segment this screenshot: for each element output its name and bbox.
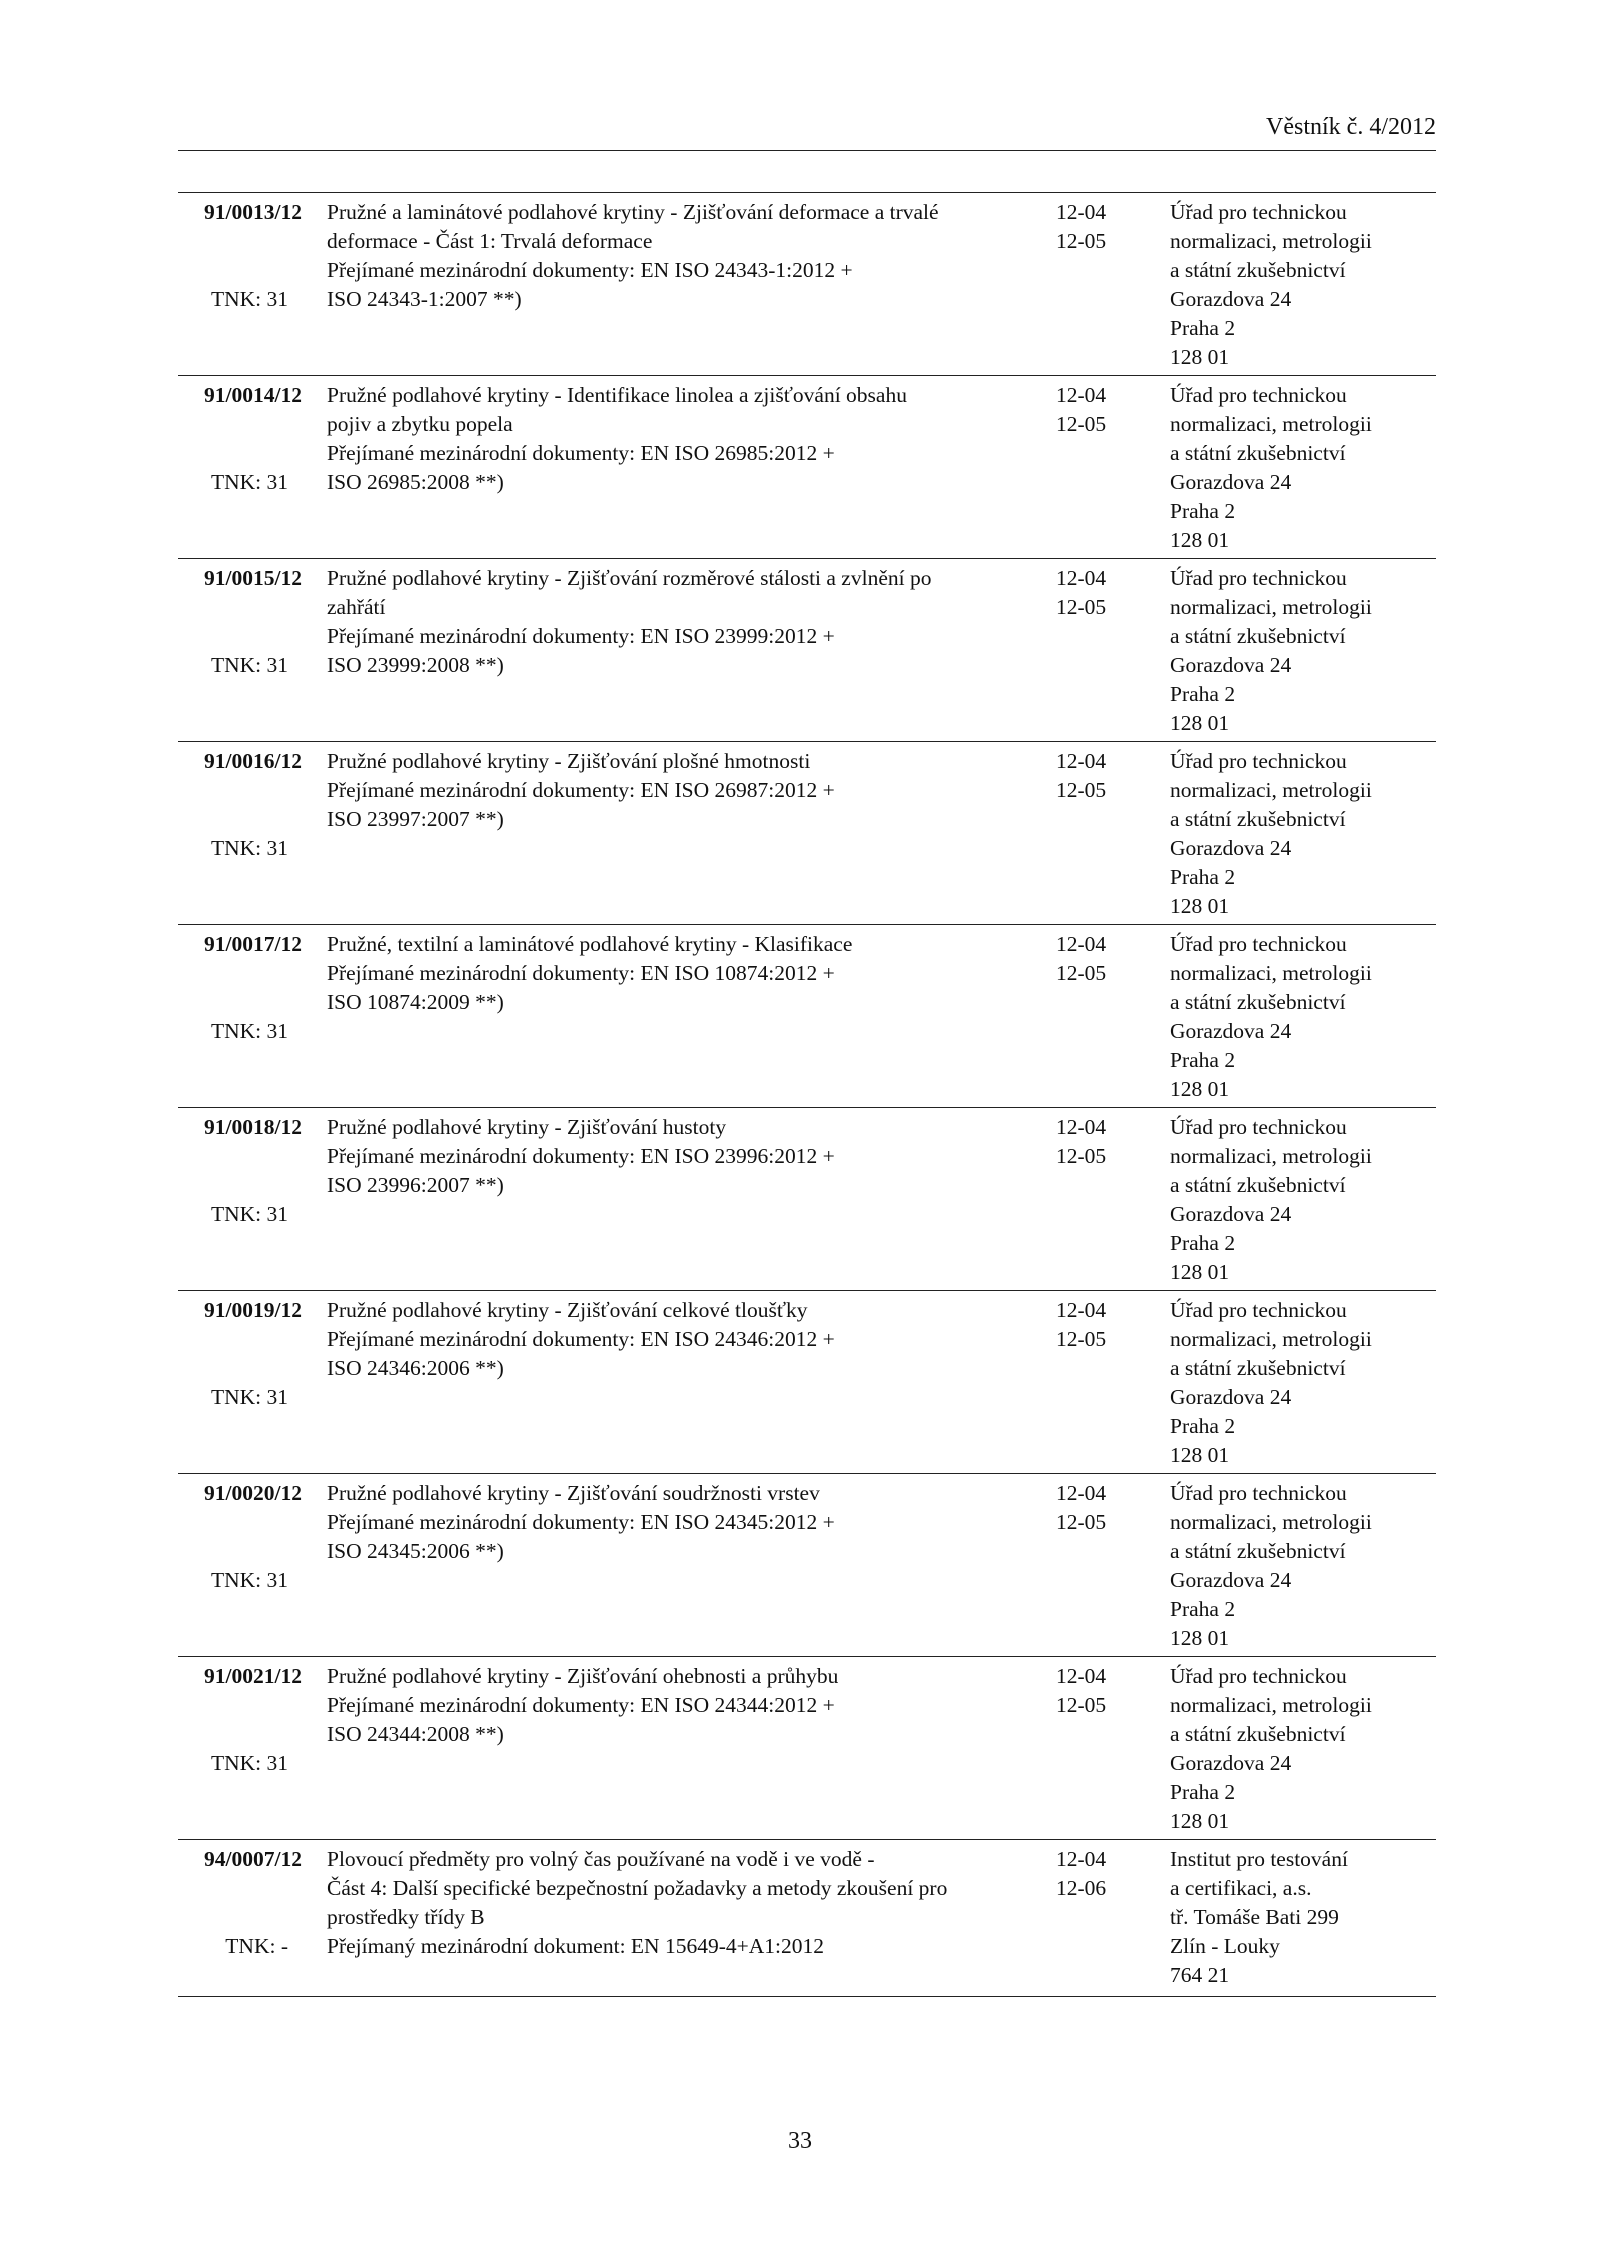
title-line: Přejímané mezinárodní dokumenty: EN ISO 23999:2012 + [327,624,835,648]
org-line: 128 01 [1170,1443,1230,1467]
date-line: 12-05 [1056,229,1107,253]
org-line: Gorazdova 24 [1170,836,1292,860]
org-line: normalizaci, metrologii [1170,778,1372,802]
org-line: a státní zkušebnictví [1170,1173,1346,1197]
standard-title [327,564,1027,680]
date-line: 12-05 [1056,1510,1107,1534]
org-line: Zlín - Louky [1170,1934,1280,1958]
organization-address [1170,747,1436,921]
standard-title [327,930,1027,1017]
title-line: Přejímané mezinárodní dokumenty: EN ISO 10874:2012 + [327,961,835,985]
standard-number: 91/0018/12 [204,1115,302,1139]
org-line: Úřad pro technickou [1170,200,1347,224]
date-line: 12-04 [1056,1481,1107,1505]
title-line: Plovoucí předměty pro volný čas používané na vodě i ve vodě - [327,1847,875,1871]
comment-dates [1056,564,1126,622]
title-line: ISO 24346:2006 **) [327,1356,504,1380]
organization-address [1170,1845,1436,1990]
title-line: ISO 10874:2009 **) [327,990,504,1014]
org-line: Úřad pro technickou [1170,1115,1347,1139]
comment-dates [1056,1662,1126,1720]
standard-number: 91/0014/12 [204,383,302,407]
page-number: 33 [788,2128,812,2154]
title-line: pojiv a zbytku popela [327,412,513,436]
tnk-label: TNK: 31 [210,1385,288,1409]
date-line: 12-04 [1056,566,1107,590]
table-row [178,376,1436,559]
tnk-label: TNK: 31 [210,1019,288,1043]
org-line: 128 01 [1170,894,1230,918]
standard-title [327,381,1027,497]
date-line: 12-05 [1056,778,1107,802]
title-line: Přejímané mezinárodní dokumenty: EN ISO 24344:2012 + [327,1693,835,1717]
title-line: zahřátí [327,595,386,619]
org-line: Praha 2 [1170,1231,1236,1255]
title-line: Pružné podlahové krytiny - Zjišťování ohebnosti a průhybu [327,1664,839,1688]
tnk-label: TNK: 31 [210,470,288,494]
title-line: Pružné podlahové krytiny - Zjišťování hustoty [327,1115,727,1139]
organization-address [1170,564,1436,738]
org-line: a státní zkušebnictví [1170,1356,1346,1380]
org-line: a státní zkušebnictví [1170,1539,1346,1563]
comment-dates [1056,1479,1126,1537]
title-line: Pružné podlahové krytiny - Identifikace linolea a zjišťování obsahu [327,383,907,407]
organization-address [1170,1479,1436,1653]
title-line: Pružné podlahové krytiny - Zjišťování rozměrové stálosti a zvlnění po [327,566,932,590]
date-line: 12-04 [1056,749,1107,773]
standard-number: 94/0007/12 [204,1847,302,1871]
table-row [178,742,1436,925]
org-line: Praha 2 [1170,1597,1236,1621]
org-line: 128 01 [1170,528,1230,552]
standard-number: 91/0015/12 [204,566,302,590]
organization-address [1170,1662,1436,1836]
comment-dates [1056,198,1126,256]
standard-number: 91/0019/12 [204,1298,302,1322]
org-line: Institut pro testování [1170,1847,1348,1871]
table-row [178,1474,1436,1657]
table-row [178,1108,1436,1291]
title-line: Přejímané mezinárodní dokumenty: EN ISO 26987:2012 + [327,778,835,802]
org-line: Praha 2 [1170,1780,1236,1804]
date-line: 12-04 [1056,1298,1107,1322]
org-line: Úřad pro technickou [1170,566,1347,590]
org-line: 128 01 [1170,1077,1230,1101]
org-line: 764 21 [1170,1963,1230,1987]
org-line: normalizaci, metrologii [1170,961,1372,985]
org-line: normalizaci, metrologii [1170,1327,1372,1351]
organization-address [1170,1296,1436,1470]
title-line: Přejímaný mezinárodní dokument: EN 15649-4+A1:2012 [327,1934,824,1958]
date-line: 12-04 [1056,1664,1107,1688]
org-line: Gorazdova 24 [1170,1019,1292,1043]
standard-title [327,1296,1027,1383]
tnk-label: TNK: 31 [210,1568,288,1592]
title-line: Pružné a laminátové podlahové krytiny - Zjišťování deformace a trvalé [327,200,939,224]
org-line: Gorazdova 24 [1170,1568,1292,1592]
org-line: Praha 2 [1170,865,1236,889]
standard-title [327,747,1027,834]
title-line: Přejímané mezinárodní dokumenty: EN ISO 23996:2012 + [327,1144,835,1168]
title-line: ISO 24344:2008 **) [327,1722,504,1746]
org-line: Gorazdova 24 [1170,287,1292,311]
tnk-label: TNK: 31 [210,287,288,311]
table-row [178,559,1436,742]
org-line: Praha 2 [1170,1048,1236,1072]
org-line: a státní zkušebnictví [1170,807,1346,831]
publication-title: Věstník č. 4/2012 [1266,114,1436,140]
standard-number: 91/0016/12 [204,749,302,773]
organization-address [1170,198,1436,372]
title-line: ISO 26985:2008 **) [327,470,504,494]
tnk-label: TNK: - [225,1934,288,1958]
comment-dates [1056,1113,1126,1171]
organization-address [1170,930,1436,1104]
org-line: 128 01 [1170,345,1230,369]
title-line: Pružné podlahové krytiny - Zjišťování plošné hmotnosti [327,749,811,773]
title-line: Přejímané mezinárodní dokumenty: EN ISO 24345:2012 + [327,1510,835,1534]
org-line: a státní zkušebnictví [1170,624,1346,648]
title-line: Pružné podlahové krytiny - Zjišťování celkové tloušťky [327,1298,808,1322]
title-line: ISO 24343-1:2007 **) [327,287,522,311]
title-line: ISO 23996:2007 **) [327,1173,504,1197]
org-line: Úřad pro technickou [1170,932,1347,956]
org-line: normalizaci, metrologii [1170,1693,1372,1717]
title-line: deformace - Část 1: Trvalá deformace [327,229,653,253]
standard-title [327,1662,1027,1749]
date-line: 12-05 [1056,1327,1107,1351]
org-line: Praha 2 [1170,316,1236,340]
org-line: Gorazdova 24 [1170,470,1292,494]
tnk-label: TNK: 31 [210,1202,288,1226]
table-row [178,925,1436,1108]
title-line: Přejímané mezinárodní dokumenty: EN ISO 26985:2012 + [327,441,835,465]
org-line: Úřad pro technickou [1170,1664,1347,1688]
date-line: 12-05 [1056,595,1107,619]
date-line: 12-05 [1056,1693,1107,1717]
comment-dates [1056,930,1126,988]
table-row [178,1657,1436,1840]
org-line: 128 01 [1170,1809,1230,1833]
org-line: Úřad pro technickou [1170,749,1347,773]
date-line: 12-04 [1056,1847,1107,1871]
org-line: Gorazdova 24 [1170,1202,1292,1226]
comment-dates [1056,1845,1126,1903]
org-line: Praha 2 [1170,1414,1236,1438]
standard-number: 91/0017/12 [204,932,302,956]
org-line: a certifikaci, a.s. [1170,1876,1312,1900]
org-line: tř. Tomáše Bati 299 [1170,1905,1339,1929]
date-line: 12-04 [1056,383,1107,407]
org-line: normalizaci, metrologii [1170,595,1372,619]
date-line: 12-04 [1056,200,1107,224]
title-line: Pružné, textilní a laminátové podlahové krytiny - Klasifikace [327,932,853,956]
page-header [178,112,1436,151]
table-row [178,193,1436,376]
date-line: 12-05 [1056,412,1107,436]
comment-dates [1056,381,1126,439]
org-line: normalizaci, metrologii [1170,1510,1372,1534]
org-line: a státní zkušebnictví [1170,258,1346,282]
date-line: 12-06 [1056,1876,1107,1900]
table-row [178,1840,1436,1997]
title-line: ISO 23997:2007 **) [327,807,504,831]
org-line: 128 01 [1170,1626,1230,1650]
date-line: 12-04 [1056,1115,1107,1139]
title-line: Pružné podlahové krytiny - Zjišťování soudržnosti vrstev [327,1481,820,1505]
org-line: Úřad pro technickou [1170,1298,1347,1322]
org-line: a státní zkušebnictví [1170,441,1346,465]
date-line: 12-04 [1056,932,1107,956]
title-line: ISO 24345:2006 **) [327,1539,504,1563]
title-line: Přejímané mezinárodní dokumenty: EN ISO 24346:2012 + [327,1327,835,1351]
org-line: 128 01 [1170,1260,1230,1284]
org-line: normalizaci, metrologii [1170,412,1372,436]
org-line: Praha 2 [1170,682,1236,706]
standard-title [327,1113,1027,1200]
table-row [178,1291,1436,1474]
comment-dates [1056,747,1126,805]
org-line: Úřad pro technickou [1170,1481,1347,1505]
date-line: 12-05 [1056,961,1107,985]
org-line: Gorazdova 24 [1170,1385,1292,1409]
standard-number: 91/0021/12 [204,1664,302,1688]
title-line: Část 4: Další specifické bezpečnostní požadavky a metody zkoušení pro [327,1876,948,1900]
org-line: Úřad pro technickou [1170,383,1347,407]
title-line: Přejímané mezinárodní dokumenty: EN ISO 24343-1:2012 + [327,258,853,282]
org-line: 128 01 [1170,711,1230,735]
standard-title [327,198,1027,314]
org-line: normalizaci, metrologii [1170,229,1372,253]
org-line: a státní zkušebnictví [1170,990,1346,1014]
standards-table [178,192,1436,1997]
org-line: Praha 2 [1170,499,1236,523]
org-line: normalizaci, metrologii [1170,1144,1372,1168]
tnk-label: TNK: 31 [210,1751,288,1775]
organization-address [1170,381,1436,555]
standard-number: 91/0013/12 [204,200,302,224]
org-line: Gorazdova 24 [1170,653,1292,677]
standard-title [327,1479,1027,1566]
standard-title [327,1845,1027,1961]
org-line: Gorazdova 24 [1170,1751,1292,1775]
organization-address [1170,1113,1436,1287]
comment-dates [1056,1296,1126,1354]
title-line: prostředky třídy B [327,1905,485,1929]
date-line: 12-05 [1056,1144,1107,1168]
tnk-label: TNK: 31 [210,653,288,677]
org-line: a státní zkušebnictví [1170,1722,1346,1746]
standard-number: 91/0020/12 [204,1481,302,1505]
title-line: ISO 23999:2008 **) [327,653,504,677]
tnk-label: TNK: 31 [210,836,288,860]
